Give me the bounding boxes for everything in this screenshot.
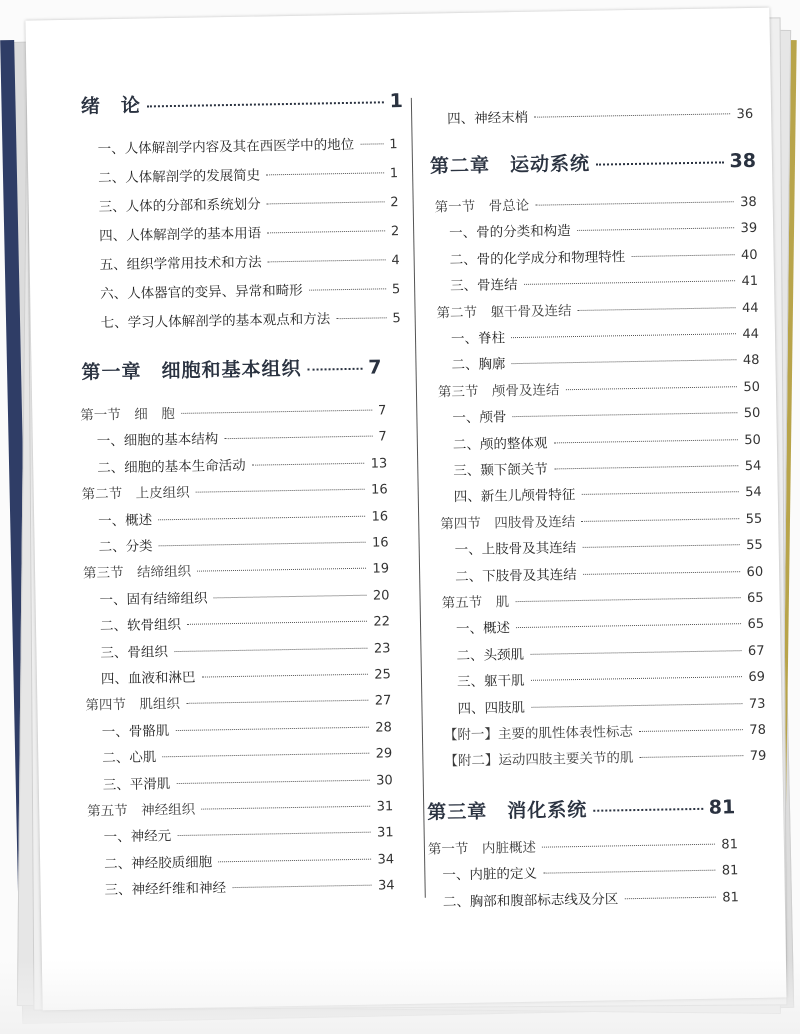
toc-section bbox=[87, 794, 393, 819]
toc-item bbox=[102, 741, 392, 766]
entry-label: 第五节 神经组织 bbox=[87, 801, 196, 820]
leader-dots bbox=[531, 703, 743, 708]
toc-item bbox=[104, 847, 394, 872]
leader-dots bbox=[624, 896, 716, 899]
page-number: 5 bbox=[391, 282, 401, 298]
page-number: 79 bbox=[749, 749, 767, 765]
leader-dots bbox=[197, 568, 366, 572]
leader-dots bbox=[511, 360, 736, 365]
toc-item bbox=[98, 530, 388, 555]
page-number: 50 bbox=[743, 379, 761, 395]
entry-label: 第三节 颅骨及连结 bbox=[437, 382, 560, 401]
leader-dots bbox=[631, 254, 735, 257]
toc-item bbox=[99, 219, 399, 244]
chapter-title: 绪 论 bbox=[80, 94, 142, 118]
page-number: 22 bbox=[373, 614, 391, 630]
leader-dots bbox=[530, 650, 742, 655]
page-number: 38 bbox=[740, 194, 757, 211]
leader-dots bbox=[593, 808, 703, 812]
entry-label: 一、骨的分类和构造 bbox=[449, 223, 571, 242]
entry-label: 二、软骨组织 bbox=[99, 617, 182, 635]
toc-item bbox=[97, 132, 397, 157]
toc-item bbox=[100, 277, 400, 302]
toc-left-column bbox=[25, 14, 405, 899]
toc-chapter-2 bbox=[430, 146, 756, 179]
page-number: 31 bbox=[376, 825, 394, 841]
page-number: 50 bbox=[743, 405, 761, 422]
entry-label: 一、固有结缔组织 bbox=[99, 590, 208, 609]
page-number: 81 bbox=[721, 863, 739, 879]
entry-label: 第二节 上皮组织 bbox=[81, 484, 190, 503]
page-number: 7 bbox=[368, 356, 382, 379]
leader-dots bbox=[336, 317, 386, 319]
leader-dots bbox=[158, 515, 365, 520]
toc-chapter-1 bbox=[81, 352, 381, 384]
entry-label: 一、概述 bbox=[98, 512, 153, 529]
page-number: 16 bbox=[370, 482, 388, 498]
toc-item bbox=[103, 768, 393, 793]
leader-dots bbox=[583, 571, 741, 575]
page-number: 1 bbox=[389, 137, 398, 153]
leader-dots bbox=[360, 143, 383, 144]
leader-dots bbox=[596, 161, 724, 165]
toc-item bbox=[450, 269, 758, 294]
toc-item bbox=[453, 454, 761, 479]
toc-item bbox=[449, 216, 757, 241]
leader-dots bbox=[196, 489, 365, 493]
leader-dots bbox=[162, 753, 369, 758]
page-number: 69 bbox=[748, 669, 766, 686]
leader-dots bbox=[512, 412, 737, 417]
entry-label: 四、人体解剖学的基本用语 bbox=[99, 225, 262, 245]
leader-dots bbox=[577, 228, 735, 232]
leader-dots bbox=[535, 201, 734, 205]
toc-section bbox=[85, 689, 391, 714]
toc-section bbox=[435, 190, 757, 216]
toc-item bbox=[101, 306, 401, 331]
page-number: 67 bbox=[747, 643, 765, 659]
toc-item bbox=[97, 425, 387, 450]
entry-label: 三、平滑肌 bbox=[102, 775, 171, 793]
entry-label: 一、内脏的定义 bbox=[442, 866, 538, 884]
leader-dots bbox=[186, 700, 369, 704]
entry-label: 六、人体器官的变异、异常和畸形 bbox=[100, 282, 303, 303]
page-number: 65 bbox=[746, 590, 764, 607]
entry-label: 四、四肢肌 bbox=[457, 699, 526, 717]
entry-label: 二、下肢骨及其连结 bbox=[455, 566, 577, 585]
toc-item bbox=[100, 609, 390, 634]
chapter-title: 第三章 消化系统 bbox=[427, 798, 588, 824]
entry-label: 第四节 肌组织 bbox=[85, 696, 181, 715]
leader-dots bbox=[553, 439, 738, 443]
shadow-fade bbox=[0, 960, 800, 1034]
toc-section bbox=[80, 398, 386, 423]
page-number: 41 bbox=[741, 274, 759, 290]
toc-item bbox=[451, 348, 759, 373]
toc-section bbox=[440, 507, 762, 533]
page-number: 31 bbox=[376, 799, 394, 815]
leader-dots bbox=[582, 544, 740, 548]
leader-dots bbox=[252, 463, 365, 466]
entry-label: 二、骨的化学成分和物理特性 bbox=[449, 248, 626, 268]
toc-item bbox=[98, 504, 388, 529]
page-number: 19 bbox=[372, 561, 390, 577]
leader-dots bbox=[176, 779, 370, 783]
toc-item bbox=[443, 885, 739, 910]
leader-dots bbox=[201, 806, 370, 810]
leader-dots bbox=[565, 386, 737, 390]
page-number: 2 bbox=[390, 195, 399, 211]
leader-dots bbox=[224, 436, 372, 440]
leader-dots bbox=[543, 870, 716, 874]
toc-item bbox=[452, 401, 760, 426]
toc-item bbox=[97, 451, 387, 476]
page-number: 23 bbox=[373, 640, 391, 657]
entry-label: 二、人体解剖学的发展简史 bbox=[98, 167, 261, 187]
entry-label: 二、头颈肌 bbox=[456, 646, 525, 664]
page-number: 5 bbox=[392, 311, 401, 327]
toc-section bbox=[444, 744, 766, 770]
leader-dots bbox=[531, 676, 743, 681]
entry-label: 二、胸廓 bbox=[451, 356, 506, 374]
leader-dots bbox=[214, 594, 367, 598]
entry-label: 【附一】主要的肌性体表性标志 bbox=[443, 724, 634, 744]
toc-item bbox=[456, 639, 764, 664]
leader-dots bbox=[578, 307, 736, 311]
entry-label: 四、神经末梢 bbox=[447, 109, 529, 128]
entry-label: 四、新生儿颅骨特征 bbox=[453, 487, 576, 506]
page-number: 38 bbox=[729, 149, 757, 173]
page-number: 34 bbox=[377, 852, 395, 868]
toc-section bbox=[83, 557, 389, 582]
leader-dots bbox=[268, 259, 386, 262]
page-number: 25 bbox=[374, 667, 392, 683]
page-number: 30 bbox=[376, 772, 393, 789]
leader-dots bbox=[524, 280, 736, 285]
entry-label: 第三节 结缔组织 bbox=[82, 564, 192, 583]
page-number: 55 bbox=[745, 511, 763, 527]
toc-item bbox=[453, 427, 761, 452]
page-number: 1 bbox=[389, 89, 404, 113]
entry-label: 第二节 躯干骨及连结 bbox=[436, 302, 572, 322]
toc-item bbox=[99, 248, 399, 273]
page-number: 4 bbox=[391, 253, 400, 269]
toc-section bbox=[81, 478, 387, 503]
leader-dots bbox=[177, 832, 371, 836]
page-number: 55 bbox=[746, 537, 763, 554]
entry-label: 一、细胞的基本结构 bbox=[96, 431, 219, 450]
page-number: 44 bbox=[741, 300, 759, 316]
toc-item bbox=[451, 322, 759, 347]
entry-label: 三、骨连结 bbox=[449, 277, 518, 295]
leader-dots bbox=[181, 410, 372, 414]
entry-label: 三、人体的分部和系统划分 bbox=[98, 196, 261, 216]
leader-dots bbox=[542, 844, 715, 848]
toc-section bbox=[438, 375, 760, 401]
page-number: 44 bbox=[742, 326, 760, 343]
entry-label: 二、颅的整体观 bbox=[452, 435, 548, 453]
page-number: 13 bbox=[370, 456, 388, 472]
entry-label: 【附二】运动四肢主要关节的肌 bbox=[444, 750, 634, 770]
page-number: 7 bbox=[377, 403, 387, 419]
toc-item bbox=[103, 821, 393, 846]
leader-dots bbox=[511, 333, 736, 338]
chapter-title: 第一章 细胞和基本组织 bbox=[81, 357, 302, 384]
toc-page bbox=[25, 8, 786, 1011]
chapter-title: 第二章 运动系统 bbox=[429, 152, 591, 178]
toc-item bbox=[456, 612, 764, 637]
toc-item bbox=[442, 859, 738, 884]
page-number: 2 bbox=[390, 224, 400, 240]
entry-label: 五、组织学常用技术和方法 bbox=[99, 254, 262, 274]
page-number: 36 bbox=[736, 106, 754, 123]
leader-dots bbox=[267, 201, 385, 204]
page-number: 60 bbox=[746, 564, 764, 580]
toc-section bbox=[436, 295, 758, 321]
entry-label: 二、细胞的基本生命活动 bbox=[97, 457, 246, 477]
page-number: 16 bbox=[371, 535, 389, 551]
page-number: 20 bbox=[372, 588, 390, 604]
page-number: 48 bbox=[742, 353, 760, 369]
entry-label: 第一节 骨总论 bbox=[434, 197, 530, 216]
page-number: 81 bbox=[721, 837, 739, 853]
leader-dots bbox=[218, 858, 371, 862]
page-number: 39 bbox=[740, 221, 758, 237]
toc-item bbox=[98, 190, 398, 215]
entry-label: 一、颅骨 bbox=[452, 409, 507, 427]
toc-section bbox=[428, 832, 738, 857]
toc-item bbox=[99, 583, 389, 608]
page-number: 29 bbox=[375, 746, 393, 762]
entry-label: 四、血液和淋巴 bbox=[100, 669, 196, 688]
page-number: 81 bbox=[708, 796, 736, 819]
page-number: 34 bbox=[377, 878, 395, 894]
leader-dots bbox=[187, 621, 367, 625]
leader-dots bbox=[232, 885, 372, 888]
toc-item bbox=[455, 559, 763, 584]
toc-item bbox=[102, 715, 392, 740]
page-number: 28 bbox=[375, 720, 392, 736]
leader-dots bbox=[639, 729, 743, 732]
entry-label: 第四节 四肢骨及连结 bbox=[440, 513, 576, 533]
toc-item bbox=[457, 665, 765, 690]
leader-dots bbox=[147, 101, 384, 107]
toc-item bbox=[101, 662, 391, 687]
leader-dots bbox=[174, 647, 368, 651]
page-number: 54 bbox=[745, 485, 762, 501]
entry-label: 三、神经纤维和神经 bbox=[104, 880, 227, 899]
entry-label: 二、胸部和腹部标志线及分区 bbox=[442, 891, 619, 911]
leader-dots bbox=[515, 597, 741, 602]
leader-dots bbox=[516, 624, 741, 629]
entry-label: 一、上肢骨及其连结 bbox=[454, 540, 577, 559]
toc-item bbox=[454, 480, 762, 505]
entry-label: 一、概述 bbox=[455, 620, 511, 638]
leader-dots bbox=[554, 465, 739, 469]
leader-dots bbox=[309, 288, 386, 290]
entry-label: 二、心肌 bbox=[102, 749, 157, 767]
toc-item bbox=[449, 243, 757, 268]
entry-label: 三、躯干肌 bbox=[456, 673, 525, 691]
entry-label: 二、分类 bbox=[98, 538, 153, 556]
toc-item bbox=[447, 102, 753, 127]
leader-dots bbox=[267, 230, 385, 233]
toc-item bbox=[455, 533, 763, 558]
page-number: 50 bbox=[744, 432, 761, 448]
toc-section bbox=[444, 718, 766, 744]
page-number: 1 bbox=[389, 166, 399, 182]
leader-dots bbox=[159, 542, 366, 547]
entry-label: 三、骨组织 bbox=[100, 643, 169, 661]
page-number: 27 bbox=[374, 693, 392, 709]
page-number: 16 bbox=[371, 508, 389, 525]
page-number: 40 bbox=[740, 247, 758, 263]
page-number: 65 bbox=[747, 617, 765, 633]
column-divider bbox=[411, 98, 426, 898]
leader-dots bbox=[581, 492, 739, 496]
entry-label: 一、骨骼肌 bbox=[101, 722, 170, 741]
leader-dots bbox=[581, 518, 739, 522]
toc-item bbox=[100, 636, 390, 661]
toc-right-column bbox=[411, 8, 769, 911]
toc-chapter-3 bbox=[427, 792, 735, 824]
entry-label: 第五节 肌 bbox=[441, 594, 510, 612]
toc-chapter-intro bbox=[81, 86, 403, 119]
entry-label: 一、神经元 bbox=[103, 828, 172, 846]
entry-label: 一、脊柱 bbox=[450, 330, 506, 348]
leader-dots bbox=[534, 113, 730, 117]
leader-dots bbox=[639, 756, 743, 759]
entry-label: 第一节 细 胞 bbox=[80, 406, 175, 424]
leader-dots bbox=[308, 368, 363, 371]
entry-label: 二、神经胶质细胞 bbox=[104, 854, 213, 873]
toc-section bbox=[441, 586, 763, 612]
entry-label: 三、颞下颌关节 bbox=[453, 461, 548, 480]
toc-item bbox=[98, 161, 398, 186]
toc-item bbox=[104, 873, 394, 898]
leader-dots bbox=[175, 726, 369, 730]
entry-label: 一、人体解剖学内容及其在西医学中的地位 bbox=[97, 136, 355, 158]
page-number: 7 bbox=[378, 429, 387, 445]
page-number: 78 bbox=[749, 722, 767, 739]
entry-label: 第一节 内脏概述 bbox=[427, 839, 537, 858]
toc-item bbox=[457, 691, 765, 716]
page-number: 54 bbox=[744, 458, 762, 475]
page-number: 81 bbox=[722, 890, 739, 906]
page-number: 73 bbox=[748, 696, 766, 712]
entry-label: 七、学习人体解剖学的基本观点和方法 bbox=[100, 311, 331, 332]
leader-dots bbox=[201, 674, 368, 678]
leader-dots bbox=[266, 172, 384, 175]
